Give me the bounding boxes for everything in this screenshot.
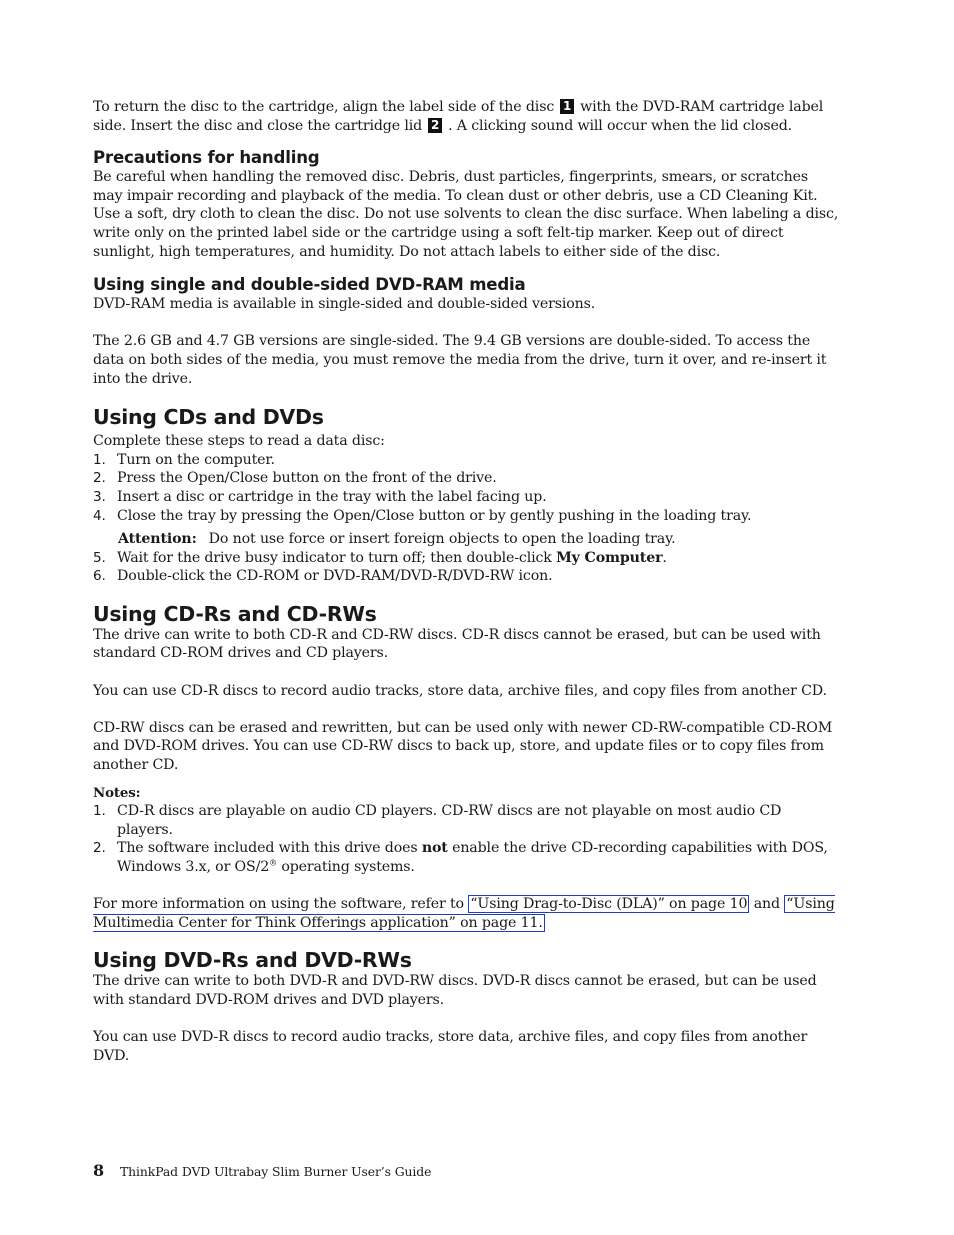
step-number: 6. [93,568,106,585]
step-number: 4. [93,507,106,524]
attention-note [93,530,841,549]
step-text-part: . [662,549,667,566]
dvdr-paragraph-1: The drive can write to both DVD-R and DVD-RW discs. DVD-R discs cannot be erased, but can be used with standard DVD-ROM drives and DVD players. [93,973,817,1008]
note-text-part: operating systems. [276,859,415,875]
note-text [117,839,841,876]
note-text-part: The software included with this drive does [117,840,422,857]
step-text: Insert a disc or cartridge in the tray with the label facing up. [117,488,547,505]
dla-link[interactable]: “Using Drag-to-Disc (DLA)” on page 10 [470,896,748,913]
intro-text-3: . A clicking sound will occur when the lid closed. [448,117,793,134]
more-info-text: and [749,896,785,913]
document-title: ThinkPad DVD Ultrabay Slim Burner User’s Guide [120,1164,432,1179]
step-number: 5. [93,549,106,566]
note-text: CD-R discs are playable on audio CD players. CD-RW discs are not playable on most audio CD players. [117,803,782,838]
list-item [93,488,841,507]
step-number: 1. [93,451,106,468]
list-item [93,451,841,470]
notes-label: Notes: [93,784,141,801]
cdr-heading: Using CD-Rs and CD-RWs [93,601,377,626]
callout-2-badge: 2 [428,118,442,133]
note-text-part: enable the drive CD-recording capabilities with DOS, Windows 3.x, or OS/2 [117,840,828,875]
dvdr-paragraph-2: You can use DVD-R discs to record audio tracks, store data, archive files, and copy files from another DVD. [93,1029,808,1064]
list-item [93,839,841,876]
registered-mark: ® [269,858,277,868]
step-text: Turn on the computer. [117,451,275,468]
step-text [117,549,841,568]
cds-dvds-intro: Complete these steps to read a data disc: [93,433,385,450]
callout-1-badge: 1 [560,99,574,114]
step-text: Press the Open/Close button on the front of the drive. [117,470,497,487]
step-number: 2. [93,470,106,487]
step-number: 3. [93,488,106,505]
more-info-text: For more information on using the software, refer to [93,896,469,913]
page-content [93,98,841,1065]
intro-paragraph [93,98,841,135]
list-item [93,507,841,526]
step-text: Close the tray by pressing the Open/Close button or by gently pushing in the loading tray. [117,507,752,524]
notes-list [93,802,841,876]
cdr-paragraph-3: CD-RW discs can be erased and rewritten, but can be used only with newer CD-RW-compatible CD-ROM and DVD-ROM drives. You can use CD-RW discs to back up, store, and update files or to copy files from another CD. [93,719,833,774]
intro-text-2: with the DVD-RAM cartridge label side. Insert the disc and close the cartridge lid [93,99,824,134]
more-info-paragraph [93,895,841,932]
attention-text: Do not use force or insert foreign objects to open the loading tray. [208,531,676,548]
cds-dvds-heading: Using CDs and DVDs [93,405,324,430]
dvdram-paragraph-2: The 2.6 GB and 4.7 GB versions are single-sided. The 9.4 GB versions are double-sided. To access the data on both sides of the media, you must remove the media from the drive, turn it over, and re-insert it into the drive. [93,333,827,387]
page-footer [93,1161,431,1180]
note-emphasis: not [421,840,448,857]
list-item [93,802,841,839]
cdr-paragraph-1: The drive can write to both CD-R and CD-RW discs. CD-R discs cannot be erased, but can be used with standard CD-ROM drives and CD players. [93,626,821,662]
step-text-part: Wait for the drive busy indicator to turn off; then double-click [117,549,557,566]
dvdr-heading: Using DVD-Rs and DVD-RWs [93,948,412,973]
my-computer-label: My Computer [556,549,663,566]
list-item [93,469,841,488]
intro-text-1: To return the disc to the cartridge, align the label side of the disc [93,99,555,115]
cdr-paragraph-2: You can use CD-R discs to record audio tracks, store data, archive files, and copy files from another CD. [93,682,827,699]
dvdram-heading: Using single and double-sided DVD-RAM media [93,275,526,295]
note-number: 1. [93,803,106,820]
multimedia-center-link[interactable]: “Using Multimedia Center for Think Offerings application” on page 11. [93,896,835,931]
step-text: Double-click the CD-ROM or DVD-RAM/DVD-R/DVD-RW icon. [117,568,553,585]
precautions-heading: Precautions for handling [93,148,320,168]
list-item [93,567,841,586]
steps-list [93,451,841,586]
precautions-body: Be careful when handling the removed disc. Debris, dust particles, fingerprints, smears, or scratches may impair recording and playback of the media. To clean dust or other debris, use a CD Cleaning Kit. Use a soft, dry cloth to clean the disc. Do not use solvents to clean the disc surface. When labeling a disc, write only on the printed label side or the cartridge using a soft felt-tip marker. Keep out of direct sunlight, high temperatures, and humidity. Do not attach labels to either side of the disc. [93,169,839,260]
attention-label: Attention: [118,531,197,548]
page-number: 8 [93,1161,105,1180]
dvdram-paragraph-1: DVD-RAM media is available in single-sided and double-sided versions. [93,296,596,313]
note-number: 2. [93,840,106,857]
list-item [93,549,841,568]
